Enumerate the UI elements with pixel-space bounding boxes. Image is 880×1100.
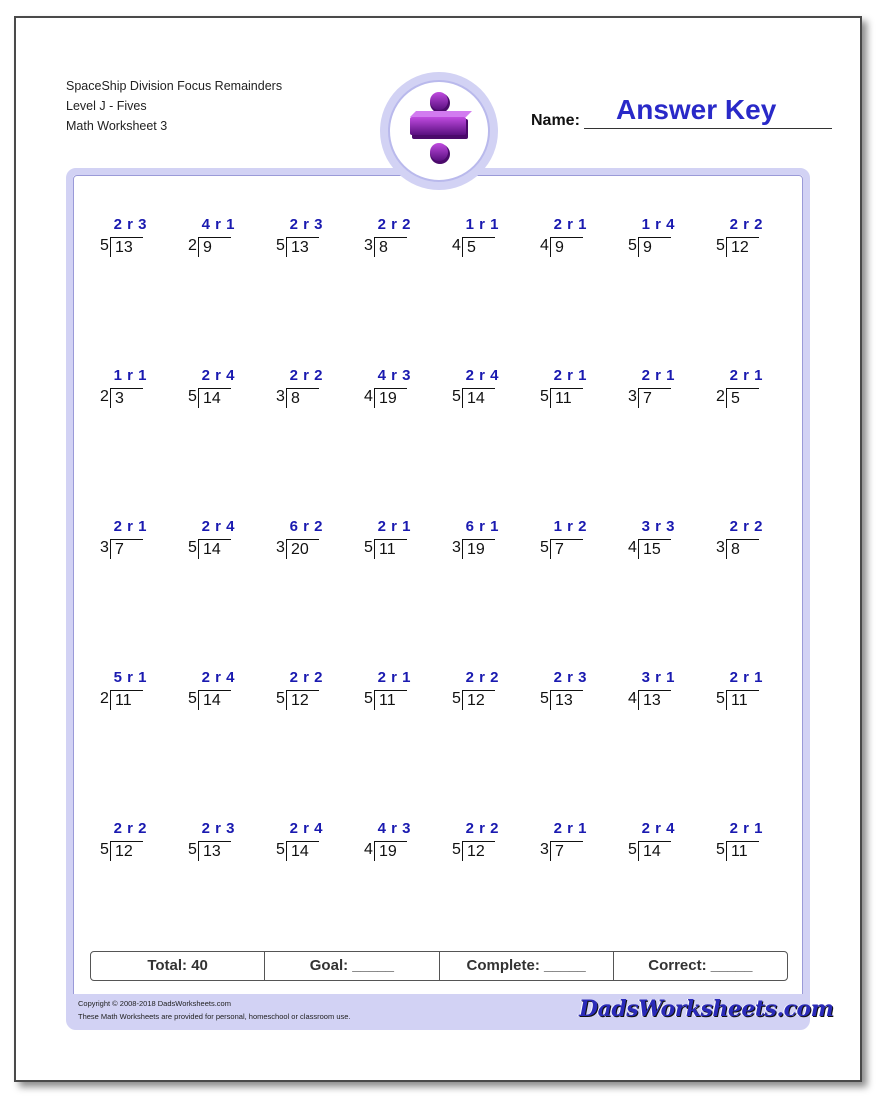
problem-divisor: 4 xyxy=(628,539,637,556)
problem-answer: 2 r 2 xyxy=(289,367,323,384)
problem-dividend: 19 xyxy=(462,539,495,559)
problem-dividend: 5 xyxy=(462,237,495,257)
problem-dividend: 11 xyxy=(374,690,407,710)
problem-answer: 2 r 2 xyxy=(377,216,411,233)
problem-dividend: 8 xyxy=(286,388,319,408)
division-problem xyxy=(452,820,512,864)
problem-dividend: 14 xyxy=(286,841,319,861)
problem-divisor: 5 xyxy=(716,237,725,254)
problem-answer: 2 r 3 xyxy=(553,669,587,686)
problem-answer: 3 r 3 xyxy=(641,518,675,535)
division-problem xyxy=(188,820,248,864)
division-problem xyxy=(364,669,424,713)
problem-answer: 3 r 1 xyxy=(641,669,675,686)
problem-dividend: 11 xyxy=(550,388,583,408)
division-problem xyxy=(188,518,248,562)
problem-answer: 2 r 4 xyxy=(465,367,499,384)
problem-divisor: 2 xyxy=(100,388,109,405)
problem-dividend: 11 xyxy=(726,841,759,861)
division-problem xyxy=(276,367,336,411)
problem-answer: 2 r 1 xyxy=(377,669,411,686)
problem-divisor: 2 xyxy=(188,237,197,254)
problem-answer: 2 r 1 xyxy=(377,518,411,535)
division-problem xyxy=(188,216,248,260)
answer-key-label: Answer Key xyxy=(616,94,777,125)
problem-divisor: 2 xyxy=(716,388,725,405)
division-problem xyxy=(540,518,600,562)
problem-dividend: 11 xyxy=(110,690,143,710)
problem-divisor: 5 xyxy=(628,237,637,254)
problem-answer: 2 r 1 xyxy=(553,367,587,384)
problem-dividend: 7 xyxy=(550,841,583,861)
problem-divisor: 5 xyxy=(188,841,197,858)
division-problem xyxy=(452,216,512,260)
problem-answer: 1 r 1 xyxy=(113,367,147,384)
problem-dividend: 13 xyxy=(110,237,143,257)
division-problem xyxy=(716,367,776,411)
problem-dividend: 14 xyxy=(462,388,495,408)
division-problem xyxy=(628,367,688,411)
problem-answer: 2 r 2 xyxy=(729,216,763,233)
problem-divisor: 2 xyxy=(100,690,109,707)
problem-frame xyxy=(66,168,810,1030)
division-problem xyxy=(364,367,424,411)
problem-divisor: 5 xyxy=(188,539,197,556)
problem-answer: 2 r 1 xyxy=(729,820,763,837)
problem-dividend: 12 xyxy=(726,237,759,257)
brand-logo[interactable]: DadsWorksheets.com xyxy=(579,996,834,1022)
problem-divisor: 5 xyxy=(540,690,549,707)
division-sign-icon xyxy=(390,82,488,180)
problem-dividend: 14 xyxy=(198,690,231,710)
problem-dividend: 13 xyxy=(286,237,319,257)
division-problem xyxy=(628,518,688,562)
problem-dividend: 14 xyxy=(198,539,231,559)
division-problem xyxy=(540,367,600,411)
goal-cell: Goal: _____ xyxy=(265,952,439,980)
problem-answer: 2 r 2 xyxy=(729,518,763,535)
division-problem xyxy=(540,216,600,260)
problem-answer: 4 r 1 xyxy=(201,216,235,233)
division-problem xyxy=(100,669,160,713)
problem-dividend: 3 xyxy=(110,388,143,408)
division-problem xyxy=(276,518,336,562)
problem-divisor: 3 xyxy=(540,841,549,858)
problem-divisor: 3 xyxy=(452,539,461,556)
problem-dividend: 14 xyxy=(638,841,671,861)
problem-divisor: 5 xyxy=(100,841,109,858)
problem-divisor: 4 xyxy=(540,237,549,254)
division-problem xyxy=(452,518,512,562)
division-problem xyxy=(100,216,160,260)
problem-answer: 2 r 4 xyxy=(201,367,235,384)
problem-dividend: 7 xyxy=(638,388,671,408)
problem-divisor: 5 xyxy=(716,690,725,707)
problem-answer: 5 r 1 xyxy=(113,669,147,686)
division-problem xyxy=(452,367,512,411)
problem-dividend: 20 xyxy=(286,539,319,559)
problem-divisor: 5 xyxy=(540,539,549,556)
problem-answer: 2 r 4 xyxy=(641,820,675,837)
problem-divisor: 5 xyxy=(716,841,725,858)
problem-answer: 2 r 2 xyxy=(289,669,323,686)
copyright-text: Copyright © 2008-2018 DadsWorksheets.com xyxy=(78,999,231,1008)
division-problem xyxy=(188,367,248,411)
division-problem xyxy=(364,820,424,864)
problem-divisor: 5 xyxy=(188,388,197,405)
problem-answer: 2 r 1 xyxy=(113,518,147,535)
problem-answer: 4 r 3 xyxy=(377,820,411,837)
problem-dividend: 11 xyxy=(374,539,407,559)
problem-divisor: 3 xyxy=(276,388,285,405)
problem-answer: 2 r 3 xyxy=(289,216,323,233)
problem-answer: 2 r 2 xyxy=(465,820,499,837)
problem-answer: 1 r 1 xyxy=(465,216,499,233)
problem-answer: 2 r 1 xyxy=(553,216,587,233)
problem-divisor: 5 xyxy=(100,237,109,254)
division-problem xyxy=(100,518,160,562)
division-problem xyxy=(276,669,336,713)
problem-divisor: 4 xyxy=(364,841,373,858)
problem-divisor: 5 xyxy=(628,841,637,858)
total-cell: Total: 40 xyxy=(91,952,265,980)
problem-answer: 2 r 1 xyxy=(553,820,587,837)
problem-answer: 1 r 2 xyxy=(553,518,587,535)
division-problem xyxy=(716,820,776,864)
worksheet-page xyxy=(14,16,862,1082)
problem-divisor: 3 xyxy=(364,237,373,254)
problem-answer: 6 r 2 xyxy=(289,518,323,535)
problem-divisor: 3 xyxy=(276,539,285,556)
problem-dividend: 8 xyxy=(726,539,759,559)
problem-answer: 2 r 3 xyxy=(201,820,235,837)
correct-cell: Correct: _____ xyxy=(648,957,753,974)
worksheet-number: Math Worksheet 3 xyxy=(66,119,168,133)
problem-dividend: 11 xyxy=(726,690,759,710)
problem-divisor: 5 xyxy=(276,690,285,707)
problem-divisor: 4 xyxy=(452,237,461,254)
problem-answer: 2 r 1 xyxy=(641,367,675,384)
problem-dividend: 13 xyxy=(550,690,583,710)
worksheet-title: SpaceShip Division Focus Remainders xyxy=(66,79,283,93)
problem-answer: 2 r 4 xyxy=(201,518,235,535)
problem-answer: 2 r 2 xyxy=(113,820,147,837)
division-problem xyxy=(716,216,776,260)
usage-notice: These Math Worksheets are provided for personal, homeschool or classroom use. xyxy=(78,1012,351,1021)
division-problem xyxy=(716,669,776,713)
problem-divisor: 4 xyxy=(364,388,373,405)
problem-answer: 2 r 1 xyxy=(729,367,763,384)
problem-answer: 2 r 1 xyxy=(729,669,763,686)
problem-answer: 2 r 4 xyxy=(201,669,235,686)
problem-dividend: 7 xyxy=(550,539,583,559)
problem-answer: 4 r 3 xyxy=(377,367,411,384)
problem-dividend: 5 xyxy=(726,388,759,408)
problem-answer: 2 r 3 xyxy=(113,216,147,233)
problem-divisor: 3 xyxy=(628,388,637,405)
problem-answer: 2 r 4 xyxy=(289,820,323,837)
problem-divisor: 5 xyxy=(540,388,549,405)
problem-dividend: 14 xyxy=(198,388,231,408)
division-problem xyxy=(540,669,600,713)
problem-divisor: 4 xyxy=(628,690,637,707)
division-problem xyxy=(628,820,688,864)
division-problem xyxy=(276,820,336,864)
division-problem xyxy=(364,518,424,562)
problem-dividend: 9 xyxy=(550,237,583,257)
problem-divisor: 5 xyxy=(364,690,373,707)
complete-cell: Complete: _____ xyxy=(440,952,614,980)
name-line xyxy=(584,128,832,129)
division-problem xyxy=(540,820,600,864)
division-problem xyxy=(628,216,688,260)
division-problem xyxy=(452,669,512,713)
problem-dividend: 15 xyxy=(638,539,671,559)
problem-dividend: 19 xyxy=(374,388,407,408)
problem-dividend: 19 xyxy=(374,841,407,861)
division-problem xyxy=(716,518,776,562)
problem-dividend: 13 xyxy=(638,690,671,710)
problem-divisor: 3 xyxy=(716,539,725,556)
problem-dividend: 12 xyxy=(462,841,495,861)
problem-dividend: 13 xyxy=(198,841,231,861)
score-table xyxy=(90,951,788,981)
division-problem xyxy=(628,669,688,713)
name-label: Name: xyxy=(531,112,580,129)
problem-dividend: 9 xyxy=(198,237,231,257)
problem-divisor: 5 xyxy=(276,841,285,858)
problem-answer: 2 r 2 xyxy=(465,669,499,686)
problem-dividend: 8 xyxy=(374,237,407,257)
problem-frame-border xyxy=(73,175,803,1023)
problem-divisor: 3 xyxy=(100,539,109,556)
problem-answer: 6 r 1 xyxy=(465,518,499,535)
problem-dividend: 12 xyxy=(462,690,495,710)
logo-badge xyxy=(380,72,498,190)
logo-circle xyxy=(388,80,490,182)
problem-divisor: 5 xyxy=(452,841,461,858)
problem-dividend: 12 xyxy=(286,690,319,710)
problem-divisor: 5 xyxy=(452,388,461,405)
problem-divisor: 5 xyxy=(276,237,285,254)
division-problem xyxy=(100,367,160,411)
problem-dividend: 7 xyxy=(110,539,143,559)
worksheet-level: Level J - Fives xyxy=(66,99,147,113)
division-problem xyxy=(188,669,248,713)
division-problem xyxy=(364,216,424,260)
problem-divisor: 5 xyxy=(188,690,197,707)
problem-divisor: 5 xyxy=(364,539,373,556)
division-problem xyxy=(100,820,160,864)
division-problem xyxy=(276,216,336,260)
problem-divisor: 5 xyxy=(452,690,461,707)
problem-dividend: 12 xyxy=(110,841,143,861)
problem-dividend: 9 xyxy=(638,237,671,257)
problem-answer: 1 r 4 xyxy=(641,216,675,233)
